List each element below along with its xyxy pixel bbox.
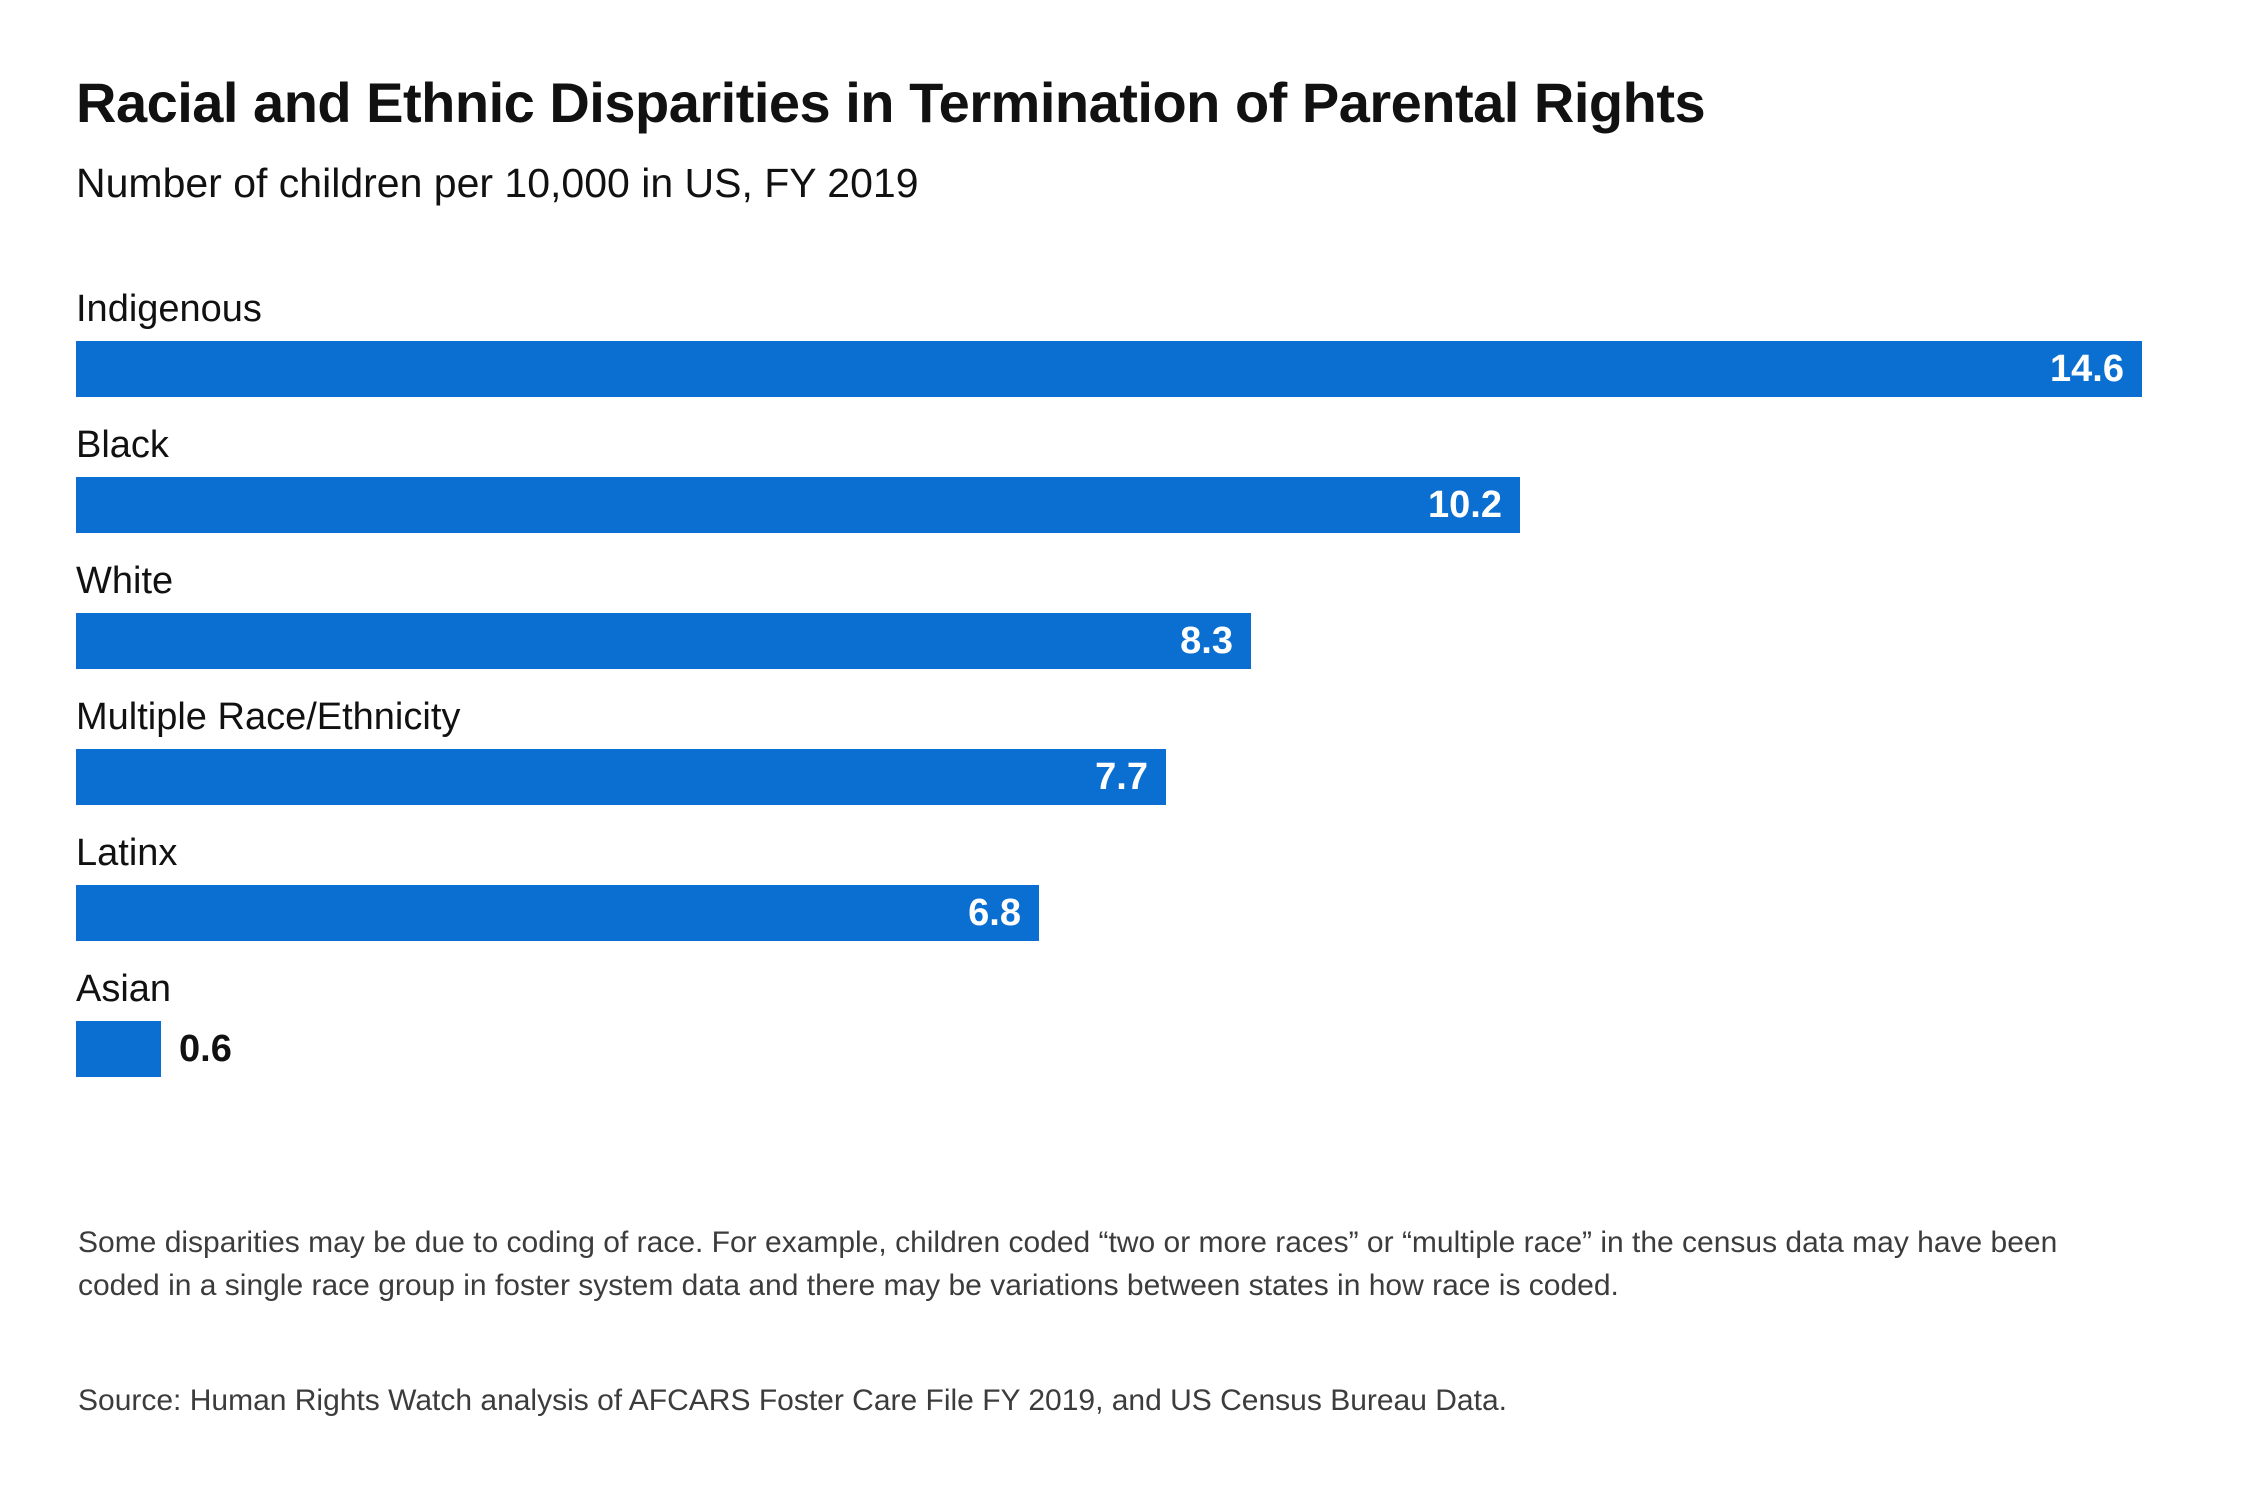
bar-category-label: Indigenous [76, 288, 262, 330]
bar-asian [76, 1021, 161, 1077]
bar-value-label: 14.6 [2050, 348, 2124, 390]
bar-row [76, 341, 2176, 397]
bar-chart-plot-area [76, 290, 2176, 1106]
bar-row [76, 749, 2176, 805]
chart-source: Source: Human Rights Watch analysis of AFCARS Foster Care File FY 2019, and US Census Bureau Data. [78, 1384, 1507, 1417]
bar-category-label: Black [76, 424, 169, 466]
bar-category-label: Multiple Race/Ethnicity [76, 696, 461, 738]
bar-group-black [76, 426, 2176, 533]
bar-multiple-race-ethnicity [76, 749, 1166, 805]
bar-row [76, 1021, 2176, 1077]
bar-group-multiple-race-ethnicity [76, 698, 2176, 805]
bar-white [76, 613, 1251, 669]
bar-group-latinx [76, 834, 2176, 941]
chart-footnote: Some disparities may be due to coding of race. For example, children coded “two or more races” or “multiple race” in the census data may have been coded in a single race group in foster system data and there may be variations between states in how race is coded. [78, 1226, 2058, 1302]
bar-category-label: Latinx [76, 832, 178, 874]
bar-indigenous [76, 341, 2142, 397]
page-title: Racial and Ethnic Disparities in Termination of Parental Rights [76, 71, 1706, 134]
bar-row [76, 477, 2176, 533]
bar-group-indigenous [76, 290, 2176, 397]
chart-subtitle: Number of children per 10,000 in US, FY 2019 [76, 160, 919, 206]
bar-group-asian [76, 970, 2176, 1077]
bar-value-label: 10.2 [1428, 484, 1502, 526]
bar-row [76, 885, 2176, 941]
bar-black [76, 477, 1520, 533]
bar-latinx [76, 885, 1039, 941]
bar-value-label: 7.7 [1095, 756, 1148, 798]
bar-value-label: 8.3 [1180, 620, 1233, 662]
bar-group-white [76, 562, 2176, 669]
bar-row [76, 613, 2176, 669]
bar-category-label: White [76, 560, 174, 602]
bar-value-label: 6.8 [968, 892, 1021, 934]
bar-category-label: Asian [76, 968, 172, 1010]
bar-value-label: 0.6 [179, 1028, 232, 1070]
